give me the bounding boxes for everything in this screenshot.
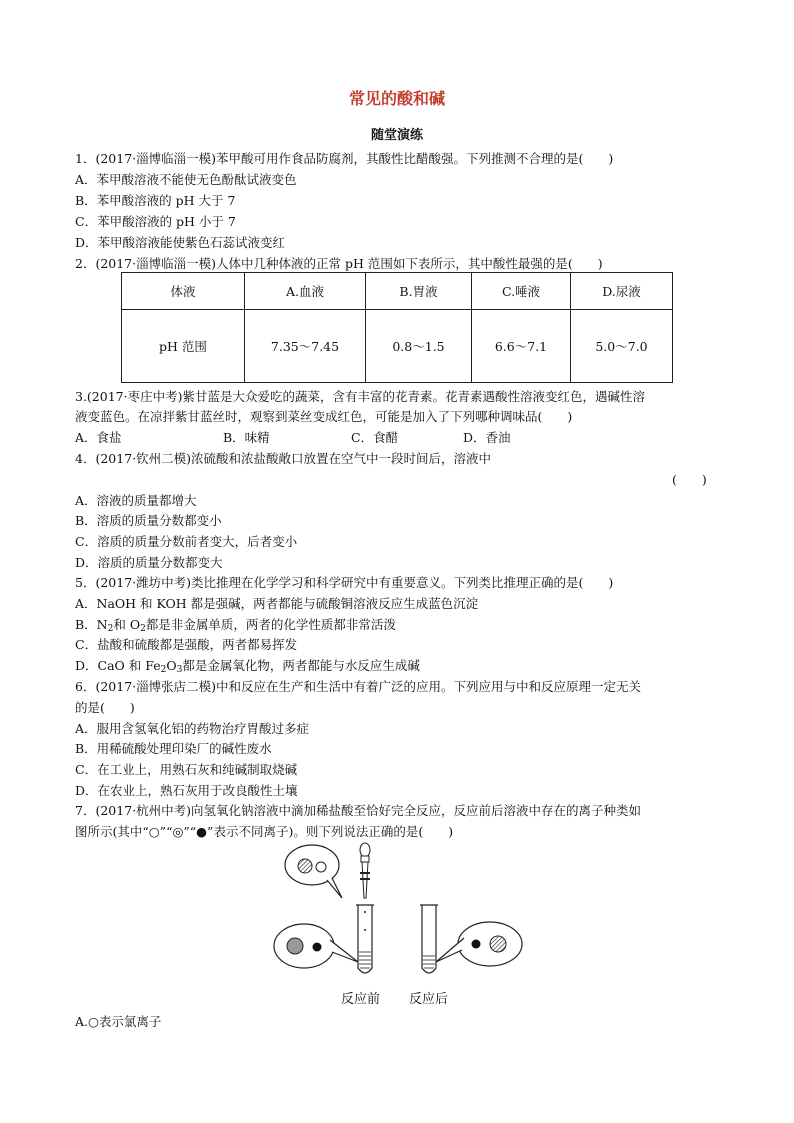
dropper-icon xyxy=(360,843,370,898)
bubble-right-ions xyxy=(436,922,522,966)
q3-option-c: C．食醋 xyxy=(351,430,399,445)
q1-option-b: B．苯甲酸溶液的 pH 大于 7 xyxy=(75,193,236,208)
q5-b-part: 都是非金属单质，两者的化学性质都非常活泼 xyxy=(145,617,396,632)
caption-after: 反应后 xyxy=(409,992,449,1007)
subscript: 3 xyxy=(176,665,183,675)
q1-stem: 1．(2017·淄博临淄一模)苯甲酸可用作食品防腐剂，其酸性比醋酸强。下列推测不合理的是( ) xyxy=(75,151,614,166)
q4-option-b: B．溶质的质量分数都变小 xyxy=(75,513,222,528)
q6-option-d: D．在农业上，熟石灰用于改良酸性土壤 xyxy=(75,783,298,798)
test-tube-before-icon xyxy=(356,905,374,973)
table-cell: 7.35～7.45 xyxy=(245,310,366,383)
q3-option-d: D．香油 xyxy=(463,430,511,445)
q5-d-part: O xyxy=(166,658,177,673)
table-cell: pH 范围 xyxy=(122,310,245,383)
q5-option-b xyxy=(75,616,396,634)
table-header-cell: C.唾液 xyxy=(472,273,571,310)
q6-option-b: B．用稀硫酸处理印染厂的碱性废水 xyxy=(75,741,272,756)
table-header-cell: D.尿液 xyxy=(571,273,673,310)
q2-stem: 2．(2017·淄博临淄一模)人体中几种体液的正常 pH 范围如下表所示，其中酸性最强的是( ) xyxy=(75,256,603,271)
table-header-cell: 体液 xyxy=(122,273,245,310)
q4-answer-paren: ( ) xyxy=(672,472,707,487)
q4-option-c: C．溶质的质量分数前者变大，后者变小 xyxy=(75,534,298,549)
q5-b-part: 和 O xyxy=(113,617,141,632)
ph-table xyxy=(121,272,673,383)
q5-d-part: D．CaO 和 Fe xyxy=(75,658,161,673)
test-tube-diagram xyxy=(272,840,532,990)
q7-stem-line2: 图所示(其中“○”“◎”“●”表示不同离子)。则下列说法正确的是( ) xyxy=(75,824,454,839)
q1-option-a: A．苯甲酸溶液不能使无色酚酞试液变色 xyxy=(75,172,297,187)
test-tube-after-icon xyxy=(420,905,438,973)
q3-stem-line1: 3.(2017·枣庄中考)紫甘蓝是大众爱吃的蔬菜，含有丰富的花青素。花青素遇酸性溶液变红色，遇碱性溶 xyxy=(75,389,645,404)
q3-options xyxy=(75,429,511,447)
bubble-left-ions xyxy=(274,924,358,968)
section-subtitle: 随堂演练 xyxy=(370,128,423,143)
q7-stem-line1: 7．(2017·杭州中考)向氢氧化钠溶液中滴加稀盐酸至恰好完全反应，反应前后溶液中存在的离子种类如 xyxy=(75,803,641,818)
q3-option-a: A．食盐 xyxy=(75,430,122,445)
q6-option-a: A．服用含氢氧化铝的药物治疗胃酸过多症 xyxy=(75,721,310,736)
table-header-cell: A.血液 xyxy=(245,273,366,310)
q6-option-c: C．在工业上，用熟石灰和纯碱制取烧碱 xyxy=(75,762,298,777)
table-cell: 5.0～7.0 xyxy=(571,310,673,383)
q5-option-c: C．盐酸和硫酸都是强酸，两者都易挥发 xyxy=(75,637,298,652)
subscript: 2 xyxy=(160,665,167,675)
table-cell: 0.8～1.5 xyxy=(366,310,472,383)
subscript: 2 xyxy=(107,624,114,634)
q7-option-a: A.○表示氯离子 xyxy=(75,1014,162,1029)
q5-b-part: B．N xyxy=(75,617,108,632)
q4-stem: 4．(2017·钦州二模)浓硫酸和浓盐酸敞口放置在空气中一段时间后，溶液中 xyxy=(75,451,491,466)
q5-option-d xyxy=(75,657,420,675)
q6-stem-line1: 6．(2017·淄博张店二模)中和反应在生产和生活中有着广泛的应用。下列应用与中和反应原理一定无关 xyxy=(75,679,641,694)
bubble-top-ions xyxy=(285,845,342,898)
q5-d-part: 都是金属氧化物，两者都能与水反应生成碱 xyxy=(182,658,420,673)
q1-option-d: D．苯甲酸溶液能使紫色石蕊试液变红 xyxy=(75,235,286,250)
q3-option-b: B．味精 xyxy=(223,430,270,445)
table-header-cell: B.胃液 xyxy=(366,273,472,310)
subscript: 2 xyxy=(140,624,146,634)
table-cell: 6.6～7.1 xyxy=(472,310,571,383)
caption-before: 反应前 xyxy=(341,992,381,1007)
q3-stem-line2: 液变蓝色。在凉拌紫甘蓝丝时，观察到菜丝变成红色，可能是加入了下列哪种调味品( ) xyxy=(75,409,573,424)
page-title: 常见的酸和碱 xyxy=(348,89,445,108)
q4-option-d: D．溶质的质量分数都变大 xyxy=(75,555,223,570)
q5-stem: 5．(2017·潍坊中考)类比推理在化学学习和科学研究中有重要意义。下列类比推理正确的是( ) xyxy=(75,575,614,590)
q6-stem-line2: 的是( ) xyxy=(75,700,135,715)
q1-option-c: C．苯甲酸溶液的 pH 小于 7 xyxy=(75,214,236,229)
q5-option-a: A．NaOH 和 KOH 都是强碱，两者都能与硫酸铜溶液反应生成蓝色沉淀 xyxy=(75,596,479,611)
q4-option-a: A．溶液的质量都增大 xyxy=(75,493,197,508)
